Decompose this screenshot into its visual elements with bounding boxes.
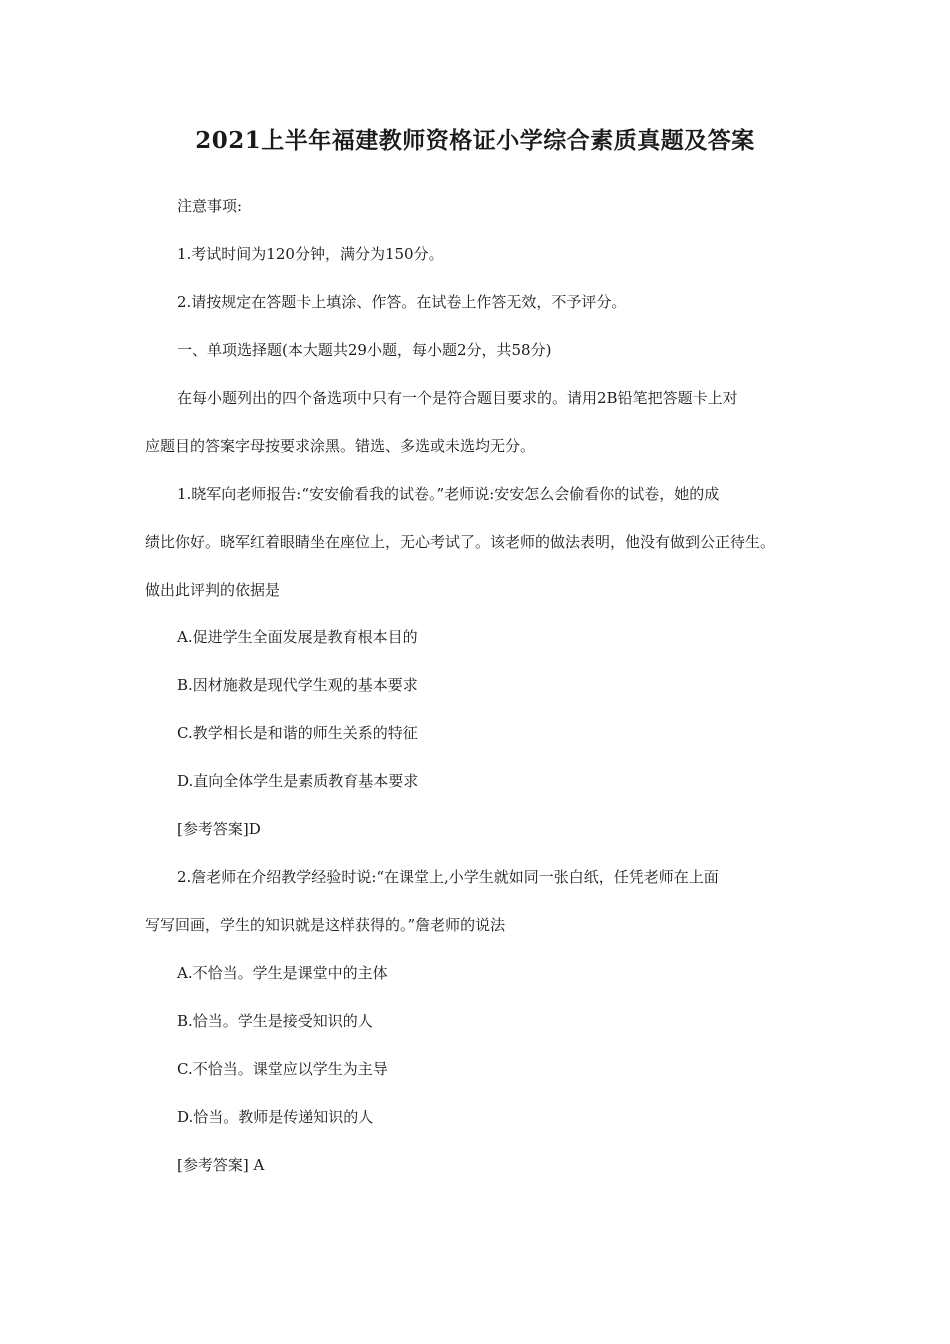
question-stem: 做出此评判的依据是	[145, 581, 281, 599]
question-option: C.教学相长是和谐的师生关系的特征	[177, 724, 418, 742]
question-stem: 1.晓军向老师报告:“安安偷看我的试卷。”老师说:安安怎么会偷看你的试卷，她的成	[177, 485, 720, 503]
question-stem: 写写回画，学生的知识就是这样获得的。”詹老师的说法	[145, 916, 506, 934]
section-instruction: 应题目的答案字母按要求涂黑。错选、多选或未选均无分。	[145, 437, 536, 455]
notice-item: 1.考试时间为120分钟，满分为150分。	[177, 245, 444, 263]
question-stem: 2.詹老师在介绍教学经验时说:“在课堂上,小学生就如同一张白纸，任凭老师在上面	[177, 868, 719, 886]
question-stem: 绩比你好。晓军红着眼睛坐在座位上，无心考试了。该老师的做法表明，他没有做到公正待生。	[145, 533, 776, 551]
question-option: D.恰当。教师是传递知识的人	[177, 1108, 374, 1126]
question-option: A.不恰当。学生是课堂中的主体	[177, 964, 388, 982]
document-title: 2021上半年福建教师资格证小学综合素质真题及答案	[195, 127, 755, 154]
question-option: B.恰当。学生是接受知识的人	[177, 1012, 373, 1030]
question-option: B.因材施救是现代学生观的基本要求	[177, 676, 418, 694]
notice-heading: 注意事项:	[177, 197, 243, 215]
question-answer: [参考答案] A	[177, 1156, 265, 1174]
question-option: D.直向全体学生是素质教育基本要求	[177, 772, 419, 790]
question-option: A.促进学生全面发展是教育根本目的	[177, 628, 418, 646]
question-option: C.不恰当。课堂应以学生为主导	[177, 1060, 388, 1078]
section-instruction: 在每小题列出的四个备选项中只有一个是符合题目要求的。请用2B铅笔把答题卡上对	[177, 389, 738, 407]
section-heading: 一、单项选择题(本大题共29小题，每小题2分，共58分)	[177, 341, 552, 359]
notice-item: 2.请按规定在答题卡上填涂、作答。在试卷上作答无效，不予评分。	[177, 293, 627, 311]
question-answer: [参考答案]D	[177, 820, 261, 838]
